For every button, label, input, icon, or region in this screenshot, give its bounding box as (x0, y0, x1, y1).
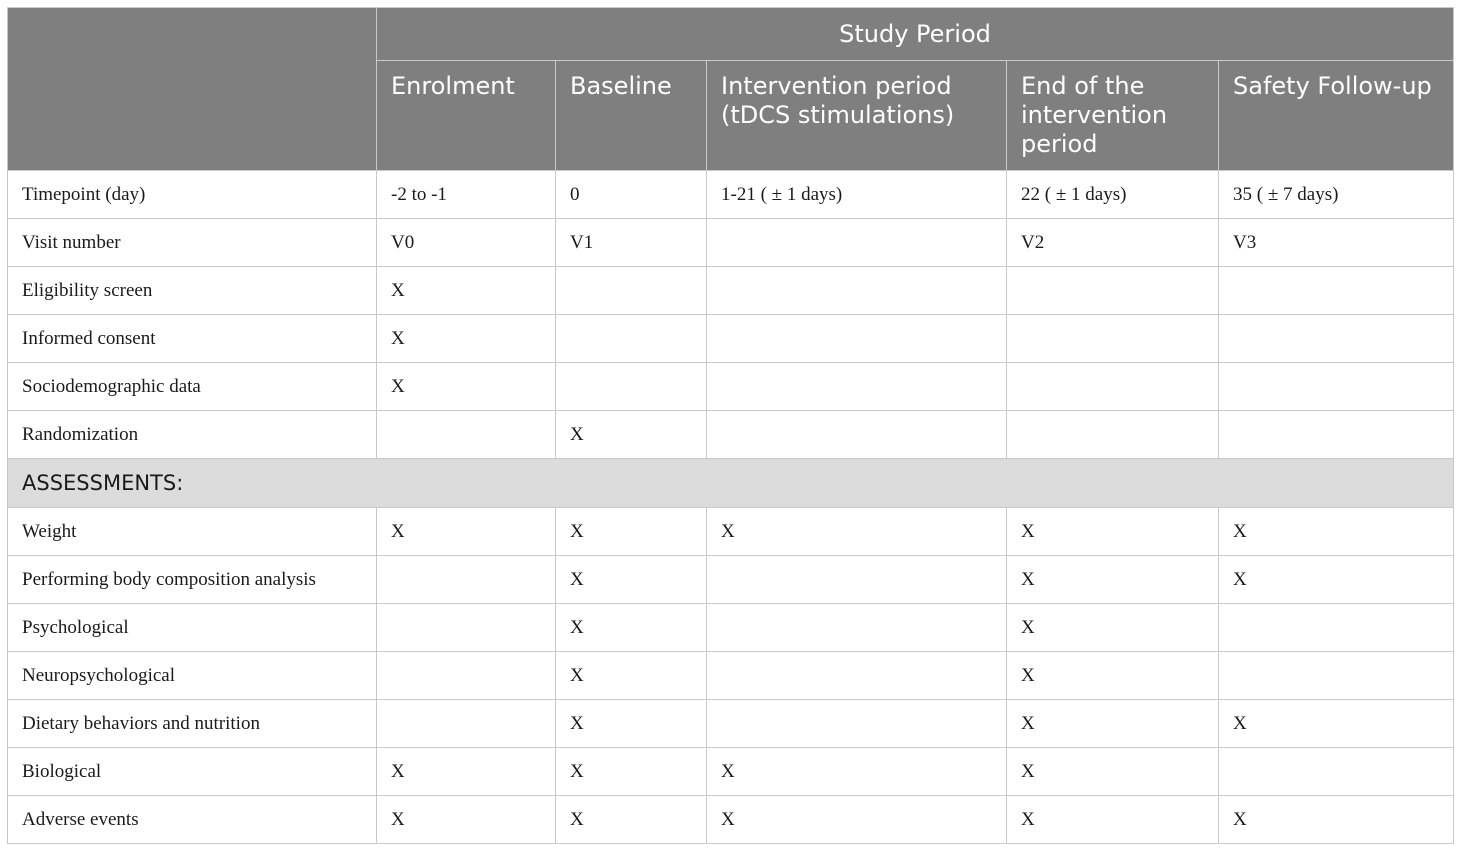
table-cell: X (377, 748, 556, 796)
table-cell (1219, 411, 1454, 459)
table-cell: X (556, 748, 707, 796)
table-header (8, 8, 1454, 171)
column-header-safety-follow-up: Safety Follow-up (1219, 61, 1454, 171)
table-cell (707, 315, 1007, 363)
table-cell: V0 (377, 219, 556, 267)
table-row (8, 748, 1454, 796)
table-cell: V1 (556, 219, 707, 267)
row-label: Adverse events (8, 796, 377, 844)
assessments-section (8, 459, 1454, 508)
table-cell: 0 (556, 171, 707, 219)
section-row (8, 459, 1454, 508)
table-cell: X (556, 796, 707, 844)
table-row (8, 171, 1454, 219)
table-cell: 35 ( ± 7 days) (1219, 171, 1454, 219)
table-cell (377, 700, 556, 748)
table-row (8, 267, 1454, 315)
row-label: Dietary behaviors and nutrition (8, 700, 377, 748)
column-header-enrolment: Enrolment (377, 61, 556, 171)
table-cell (556, 267, 707, 315)
table-cell: X (556, 700, 707, 748)
table-cell: X (1007, 508, 1219, 556)
table-cell: X (556, 508, 707, 556)
table-cell: X (377, 315, 556, 363)
row-label: Eligibility screen (8, 267, 377, 315)
table-cell (377, 411, 556, 459)
table-cell: X (1007, 700, 1219, 748)
column-header-end-of-intervention: End of the intervention period (1007, 61, 1219, 171)
header-corner-cell (8, 8, 377, 171)
table-cell: X (1007, 556, 1219, 604)
table-cell (1219, 748, 1454, 796)
table-cell: X (707, 748, 1007, 796)
table-row (8, 700, 1454, 748)
table-cell: X (1219, 508, 1454, 556)
table-cell (377, 604, 556, 652)
table-cell (556, 363, 707, 411)
study-schedule-table (7, 7, 1454, 844)
row-label: Informed consent (8, 315, 377, 363)
section-label: ASSESSMENTS: (8, 459, 1454, 508)
table-cell (707, 652, 1007, 700)
table-cell (707, 267, 1007, 315)
schedule-body (8, 171, 1454, 459)
row-label: Randomization (8, 411, 377, 459)
table-cell (1219, 267, 1454, 315)
header-row-top (8, 8, 1454, 61)
table-cell (1007, 411, 1219, 459)
table-cell: X (1219, 556, 1454, 604)
table-cell (1007, 315, 1219, 363)
table-row (8, 219, 1454, 267)
table-cell: X (1007, 748, 1219, 796)
study-period-header: Study Period (377, 8, 1454, 61)
table-cell (377, 556, 556, 604)
table-row (8, 604, 1454, 652)
row-label: Sociodemographic data (8, 363, 377, 411)
table-cell (707, 363, 1007, 411)
table-cell (556, 315, 707, 363)
table-cell: X (1219, 796, 1454, 844)
row-label: Visit number (8, 219, 377, 267)
table-row (8, 411, 1454, 459)
table-cell: X (556, 556, 707, 604)
table-cell (1007, 267, 1219, 315)
row-label: Timepoint (day) (8, 171, 377, 219)
table-cell: X (1219, 700, 1454, 748)
table-cell: V3 (1219, 219, 1454, 267)
table-row (8, 652, 1454, 700)
table-cell (377, 652, 556, 700)
table-cell: 1-21 ( ± 1 days) (707, 171, 1007, 219)
row-label: Performing body composition analysis (8, 556, 377, 604)
table-cell (1219, 652, 1454, 700)
assessments-body (8, 508, 1454, 844)
table-cell (1007, 363, 1219, 411)
table-cell: X (707, 796, 1007, 844)
column-header-intervention: Intervention period (tDCS stimulations) (707, 61, 1007, 171)
table-cell: -2 to -1 (377, 171, 556, 219)
column-header-baseline: Baseline (556, 61, 707, 171)
table-cell: X (1007, 796, 1219, 844)
table-cell: X (377, 267, 556, 315)
table-cell (707, 556, 1007, 604)
table-row (8, 508, 1454, 556)
row-label: Weight (8, 508, 377, 556)
table-cell: X (377, 796, 556, 844)
table-cell (1219, 604, 1454, 652)
table-cell (1219, 363, 1454, 411)
table-row (8, 556, 1454, 604)
table-cell: X (707, 508, 1007, 556)
table-row (8, 796, 1454, 844)
table-cell: X (556, 604, 707, 652)
table-cell: X (556, 411, 707, 459)
table-cell: V2 (1007, 219, 1219, 267)
table-cell (707, 219, 1007, 267)
table-cell (1219, 315, 1454, 363)
table-cell (707, 604, 1007, 652)
table-cell: X (1007, 604, 1219, 652)
table-cell (707, 700, 1007, 748)
table-cell: X (1007, 652, 1219, 700)
table-cell (707, 411, 1007, 459)
table-row (8, 363, 1454, 411)
row-label: Neuropsychological (8, 652, 377, 700)
row-label: Biological (8, 748, 377, 796)
table-cell: X (556, 652, 707, 700)
table-row (8, 315, 1454, 363)
table-cell: 22 ( ± 1 days) (1007, 171, 1219, 219)
table-cell: X (377, 508, 556, 556)
row-label: Psychological (8, 604, 377, 652)
table-cell: X (377, 363, 556, 411)
